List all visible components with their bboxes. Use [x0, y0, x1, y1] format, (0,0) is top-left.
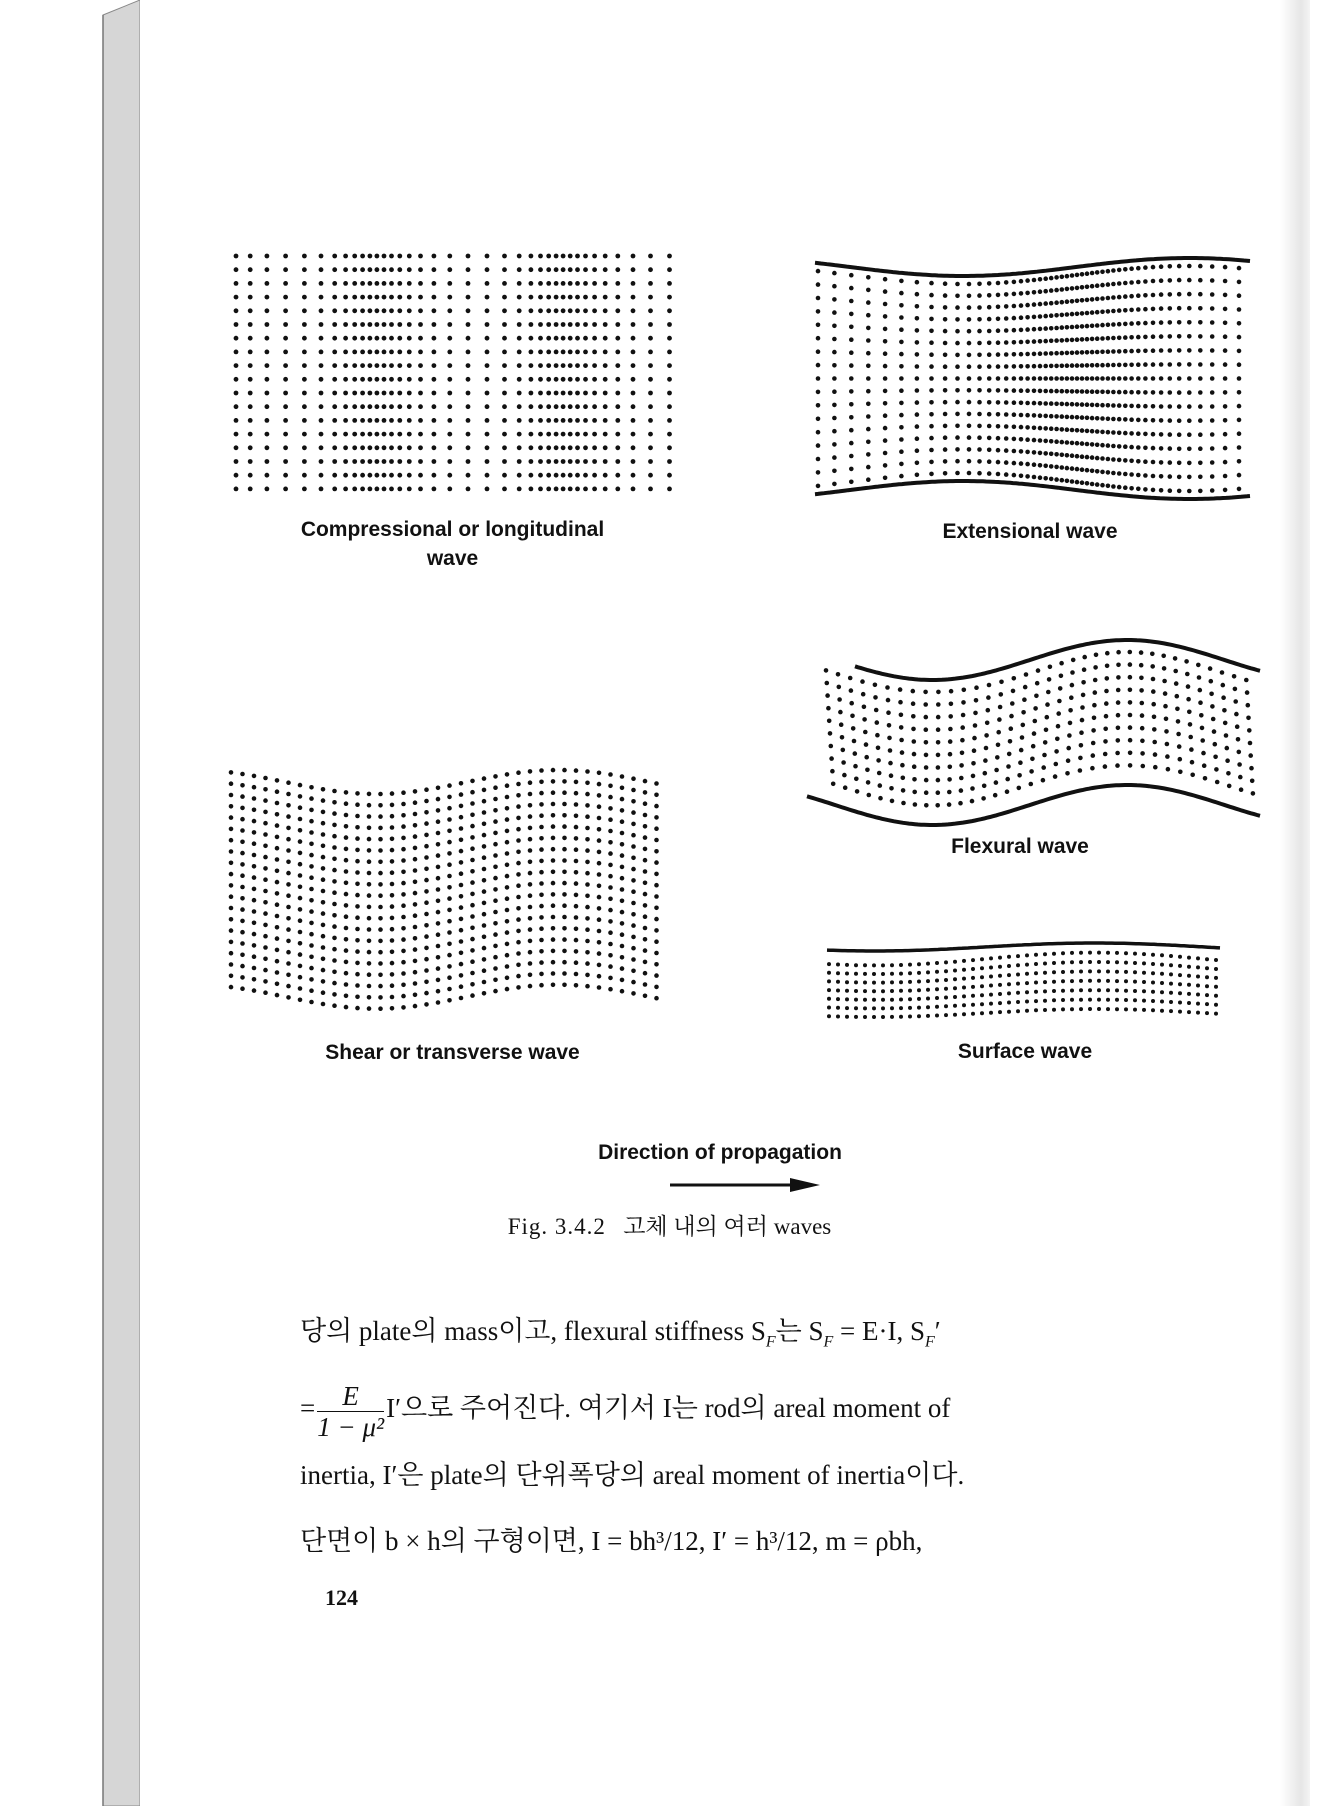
compressional-wave-caption: Compressional or longitudinal wave	[300, 518, 605, 570]
direction-arrow	[668, 1174, 828, 1196]
extensional-wave-caption: Extensional wave	[942, 520, 1118, 543]
compressional-wave-diagram	[230, 250, 680, 510]
shear-wave-caption: Shear or transverse wave	[325, 1041, 580, 1064]
page-edge-shadow	[1280, 0, 1310, 1806]
page-number: 124	[325, 1585, 358, 1610]
figure-title: 고체 내의 여러 waves	[623, 1214, 832, 1239]
body-line-3: inertia, I′은 plate의 단위폭당의 areal moment of inertia이다.	[300, 1459, 965, 1490]
figure-caption	[0, 1208, 1339, 1241]
book-spine	[0, 0, 140, 1806]
surface-wave-caption: Surface wave	[957, 1040, 1093, 1063]
extensional-wave-diagram	[810, 245, 1265, 510]
body-line-1: 당의 plate의 mass이고, flexural stiffness $S_F$는 $S_F = E\cdot I$, $S_F'$	[300, 1316, 941, 1351]
flexural-wave-diagram	[805, 620, 1265, 835]
figure-number: Fig. 3.4.2	[507, 1214, 606, 1239]
flexural-wave-caption: Flexural wave	[951, 835, 1089, 858]
surface-wave-diagram	[825, 935, 1225, 1020]
body-text	[300, 1298, 1200, 1574]
body-line-4: 단면이 b × h의 구형이면, I = bh³/12, I′ = h³/12, m = ρbh,	[300, 1525, 923, 1556]
shear-wave-diagram	[225, 760, 675, 1030]
direction-label: Direction of propagation	[598, 1141, 842, 1164]
fraction-e-over-1-mu2: $\frac{E}{\text{1 − μ²}}$	[317, 1380, 385, 1442]
body-line-2: = $\frac{E}{\text{1 − μ²}}$ I′으로 주어진다. 여기서 I는 rod의 areal moment of	[300, 1380, 951, 1442]
